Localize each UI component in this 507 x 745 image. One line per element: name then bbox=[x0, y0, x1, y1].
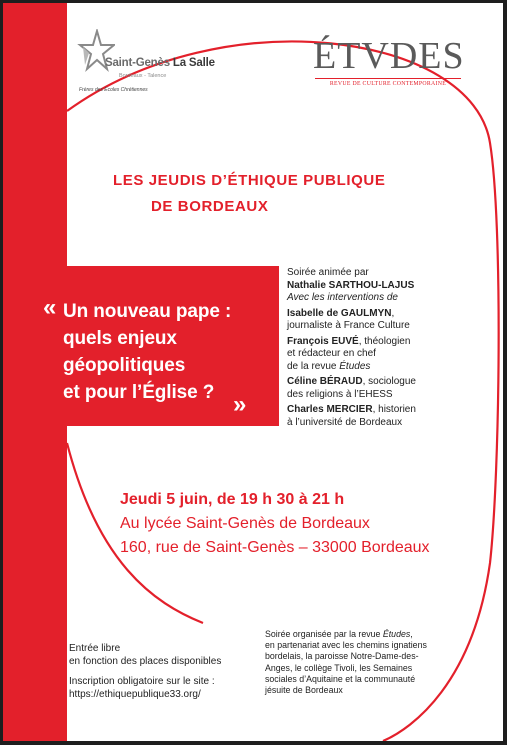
org-line4: Anges, le collège Tivoli, les Semaines bbox=[265, 662, 413, 673]
question-line3: géopolitiques bbox=[63, 355, 186, 376]
speaker-4 bbox=[287, 404, 487, 429]
entry-line1: Entrée libre bbox=[69, 643, 121, 654]
speaker-2 bbox=[287, 336, 487, 374]
organizers-info bbox=[265, 629, 455, 696]
speaker-role: , théologien bbox=[358, 335, 411, 347]
series-title-line1: LES JEUDIS D’ÉTHIQUE PUBLIQUE bbox=[113, 172, 386, 189]
question-line2: quels enjeux bbox=[63, 328, 177, 349]
org-line5: sociales d’Aquitaine et la communauté bbox=[265, 673, 416, 684]
close-quote: » bbox=[233, 391, 247, 418]
registration-label: Inscription obligatoire sur le site : bbox=[69, 676, 215, 687]
speaker-name: Charles MERCIER bbox=[287, 404, 373, 415]
event-date-time: Jeudi 5 juin, de 19 h 30 à 21 h bbox=[120, 491, 345, 508]
speaker-role: , historien bbox=[372, 404, 416, 415]
speaker-1: Isabelle de GAULMYN, journaliste à France Culture bbox=[287, 308, 487, 333]
speaker-role: journaliste à France Culture bbox=[287, 320, 410, 331]
org-line1-end: , bbox=[410, 629, 413, 639]
org-line2: en partenariat avec les chemins ignatiens bbox=[265, 640, 427, 651]
speaker-role-line2: et rédacteur en chef bbox=[287, 348, 376, 359]
org-line6: jésuite de Bordeaux bbox=[265, 685, 343, 696]
logo-name: Saint-Genès La Salle bbox=[105, 57, 215, 69]
speaker-3 bbox=[287, 376, 487, 401]
poster-page bbox=[3, 3, 503, 741]
speaker-role: , sociologue bbox=[362, 376, 416, 387]
speaker-name: François EUVÉ bbox=[287, 335, 359, 347]
host-intro: Soirée animée par bbox=[287, 267, 369, 278]
speaker-name: Céline BÉRAUD bbox=[287, 376, 363, 387]
event-place: Au lycée Saint-Genès de Bordeaux bbox=[120, 515, 370, 532]
speaker-role-line3: de la revue bbox=[287, 360, 340, 372]
series-title-line2: DE BORDEAUX bbox=[151, 198, 269, 215]
host-name: Nathalie SARTHOU-LAJUS bbox=[287, 279, 415, 291]
interventions-intro: Avec les interventions de bbox=[287, 292, 398, 303]
open-quote: « bbox=[43, 294, 57, 321]
question-line4: et pour l’Église ? bbox=[63, 382, 215, 403]
org-line3: bordelais, la paroisse Notre-Dame-des- bbox=[265, 651, 419, 662]
speaker-role-line2: des religions à l’EHESS bbox=[287, 388, 393, 400]
journal-subtitle: REVUE DE CULTURE CONTEMPORAINE bbox=[329, 81, 447, 87]
speaker-name: Isabelle de GAULMYN bbox=[287, 307, 392, 319]
logo-freres: Frères des Écoles Chrétiennes bbox=[79, 87, 148, 93]
speakers-list bbox=[287, 267, 487, 432]
journal-name-italic: Études bbox=[339, 360, 371, 372]
journal-title: ÉTVDES bbox=[313, 35, 465, 77]
registration-url[interactable]: https://ethiquepublique33.org/ bbox=[69, 688, 201, 700]
journal-name-italic: Études bbox=[382, 629, 411, 639]
entry-line2: en fonction des places disponibles bbox=[69, 655, 222, 667]
saint-genes-logo bbox=[71, 29, 241, 99]
org-line1: Soirée organisée par la revue bbox=[265, 629, 383, 639]
logo-locations: Bordeaux - Talence bbox=[119, 73, 167, 79]
journal-rule bbox=[315, 78, 461, 79]
question-text bbox=[63, 298, 278, 406]
entry-info bbox=[69, 643, 221, 701]
question-line1: Un nouveau pape : bbox=[63, 301, 232, 322]
event-address: 160, rue de Saint-Genès – 33000 Bordeaux bbox=[120, 539, 430, 556]
speaker-role-line2: à l’université de Bordeaux bbox=[287, 416, 403, 428]
series-title bbox=[113, 168, 385, 220]
host-block bbox=[287, 267, 487, 305]
